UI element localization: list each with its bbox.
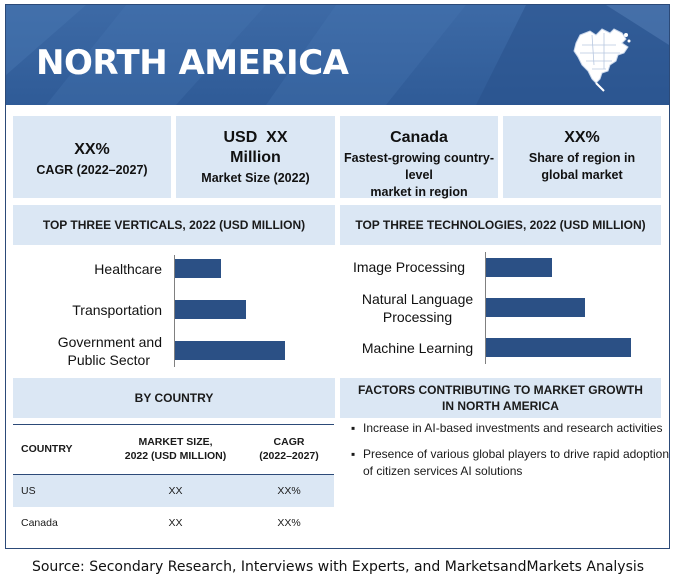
bullet-icon: ▪ [351,447,356,461]
col-header-cagr-line2: (2022–2027) [259,450,319,462]
verticals-header: TOP THREE VERTICALS, 2022 (USD MILLION) [13,205,335,245]
stat-label-line1: Share of region in [528,151,636,165]
stat-value-line1: USD XX [223,129,288,146]
stat-card-market-size [176,116,335,198]
vertical-label-government-line2: Public Sector [67,352,150,368]
north-america-map-icon [566,25,636,93]
factors-header [340,378,661,418]
stat-label-line2: global market [541,168,623,182]
page-title: NORTH AMERICA [36,43,349,83]
technologies-header: TOP THREE TECHNOLOGIES, 2022 (USD MILLION) [340,205,661,245]
stat-card-share [503,116,661,198]
stat-card-cagr [13,116,171,198]
vertical-label-government-line1: Government and [57,334,162,350]
factor-text: Presence of various global players to drive rapid adoption of citizen services AI solutions [363,447,669,478]
stat-label: CAGR (2022–2027) [36,163,148,177]
stat-value: XX% [564,129,600,146]
vertical-label-transportation: Transportation [72,302,162,318]
table-header-row [13,424,334,475]
stat-value: Canada [390,129,448,146]
col-header-country: COUNTRY [13,424,107,475]
cell-country: Canada [21,517,58,529]
bullet-icon: ▪ [351,421,356,435]
by-country-header: BY COUNTRY [13,378,335,418]
technology-label-nlp-line2: Processing [382,309,453,325]
factors-list [351,420,669,489]
technology-label-image-processing: Image Processing [352,259,466,275]
col-header-cagr [244,424,334,475]
factors-title-line1: FACTORS CONTRIBUTING TO MARKET GROWTH [358,383,643,397]
technology-bar-machine-learning [486,338,631,357]
banner [6,5,669,105]
list-item [351,420,669,437]
table-row [13,475,334,508]
vertical-bar-healthcare [175,259,221,278]
stat-label-line2: market in region [370,185,468,199]
cell-country: US [13,475,107,508]
col-header-cagr-line1: CAGR [273,436,305,448]
factors-title-line2: IN NORTH AMERICA [442,399,559,413]
country-table [13,424,334,539]
factor-text: Increase in AI-based investments and research activities [363,421,663,435]
cell-market-size: XX [168,517,183,529]
source-note: Source: Secondary Research, Interviews with Experts, and MarketsandMarkets Analysis [31,559,645,575]
stat-label-line1: Fastest-growing country-level [343,151,494,182]
stat-value: XX% [74,141,110,158]
col-header-market-size-line2: 2022 (USD MILLION) [124,450,227,462]
col-header-market-size [107,424,244,475]
technology-bar-nlp [486,298,585,317]
list-item [351,446,669,480]
stat-value-line2: Million [230,149,281,166]
table-row [13,507,334,539]
cell-cagr: XX% [277,517,301,529]
stat-label: Market Size (2022) [201,171,310,185]
technology-label-nlp-line1: Natural Language [361,291,474,307]
cell-cagr: XX% [244,475,334,508]
vertical-bar-transportation [175,300,246,319]
col-header-market-size-line1: MARKET SIZE, [138,436,213,448]
technology-bar-image-processing [486,258,552,277]
cell-market-size: XX [107,475,244,508]
vertical-bar-government [175,341,285,360]
stat-card-fastest-growing [340,116,498,198]
technology-label-machine-learning: Machine Learning [361,340,474,356]
vertical-label-healthcare: Healthcare [94,261,162,277]
